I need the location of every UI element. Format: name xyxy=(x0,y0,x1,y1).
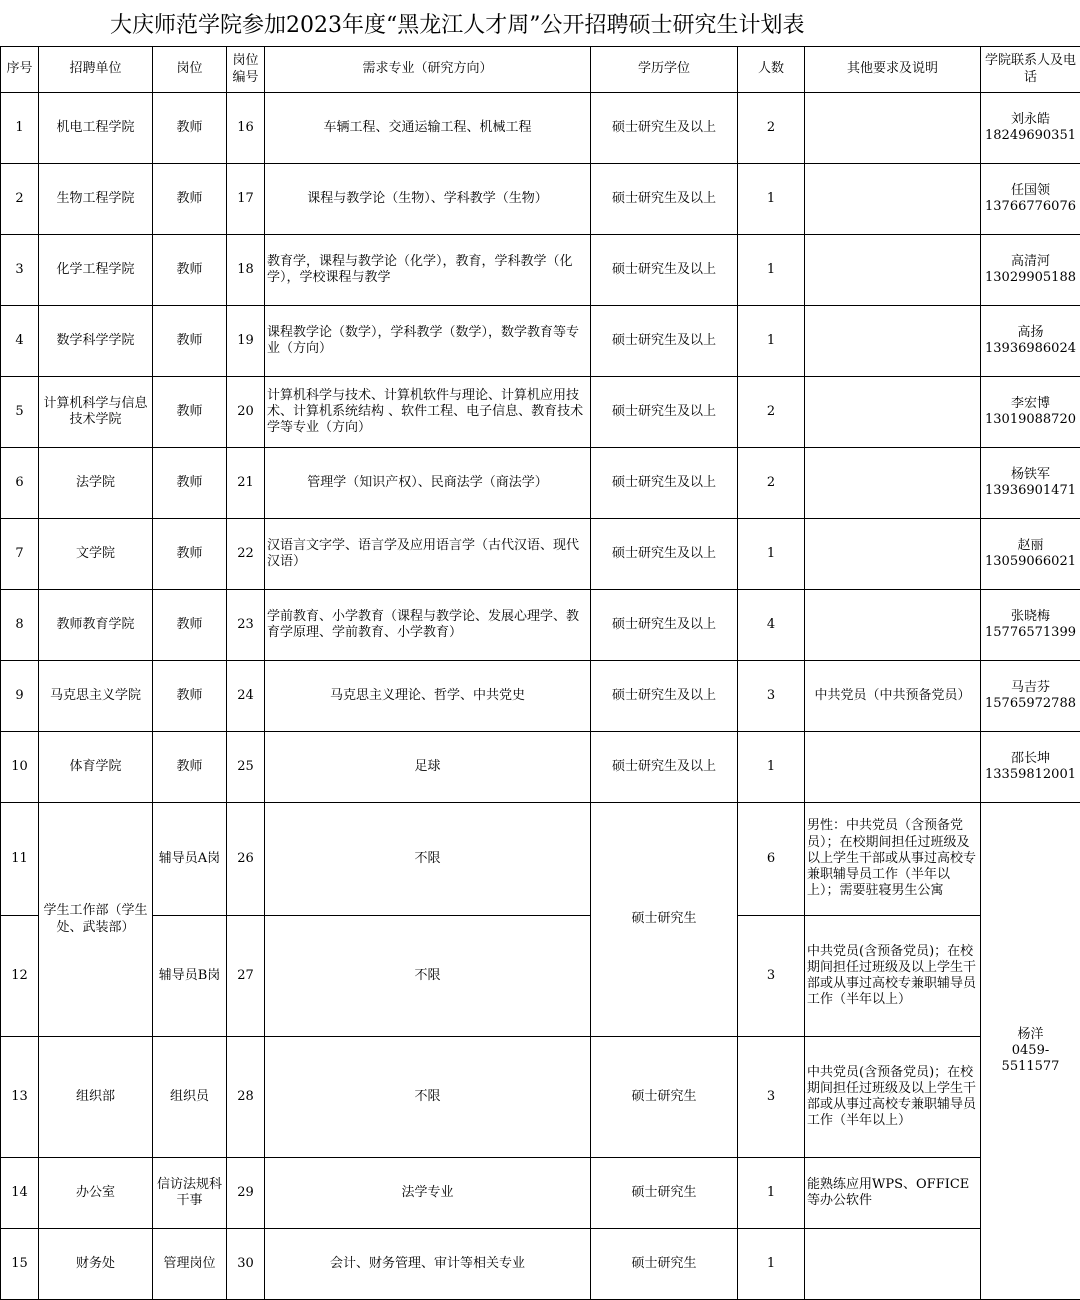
post-code: 16 xyxy=(227,93,265,164)
header-cell: 学院联系人及电话 xyxy=(981,47,1080,93)
other-requirements: 能熟练应用WPS、OFFICE等办公软件 xyxy=(805,1158,981,1229)
hiring-unit: 体育学院 xyxy=(39,732,153,803)
contact-phone: 13936986024 xyxy=(985,341,1076,356)
other-requirements xyxy=(805,1229,981,1300)
other-requirements xyxy=(805,93,981,164)
post: 辅导员B岗 xyxy=(153,916,227,1037)
table-row xyxy=(1,306,1080,377)
post-code: 18 xyxy=(227,235,265,306)
post: 教师 xyxy=(153,93,227,164)
other-requirements: 中共党员（中共预备党员） xyxy=(805,661,981,732)
headcount: 1 xyxy=(738,1229,805,1300)
other-requirements: 中共党员(含预备党员)；在校期间担任过班级及以上学生干部或从事过高校专兼职辅导员工作（半年以上） xyxy=(805,1037,981,1158)
contact-name: 高扬 xyxy=(1017,324,1044,340)
other-requirements: 男性：中共党员（含预备党员）；在校期间担任过班级及以上学生干部或从事过高校专兼职辅导员工作（半年以上）；需要驻寝男生公寓 xyxy=(805,803,981,916)
degree: 硕士研究生及以上 xyxy=(591,519,738,590)
headcount: 1 xyxy=(738,519,805,590)
table-row xyxy=(1,1229,1080,1300)
row-number: 14 xyxy=(1,1158,39,1229)
hiring-unit: 组织部 xyxy=(39,1037,153,1158)
post-code: 17 xyxy=(227,164,265,235)
row-number: 15 xyxy=(1,1229,39,1300)
post: 组织员 xyxy=(153,1037,227,1158)
header-cell: 招聘单位 xyxy=(39,47,153,93)
contact-phone: 0459-5511577 xyxy=(1001,1042,1060,1075)
major: 学前教育、小学教育（课程与教学论、发展心理学、教育学原理、学前教育、小学教育） xyxy=(265,590,591,661)
row-number: 3 xyxy=(1,235,39,306)
table-row xyxy=(1,732,1080,803)
contact xyxy=(981,732,1080,803)
degree: 硕士研究生 xyxy=(591,1158,738,1229)
post: 教师 xyxy=(153,377,227,448)
hiring-unit: 生物工程学院 xyxy=(39,164,153,235)
hiring-unit: 法学院 xyxy=(39,448,153,519)
headcount: 1 xyxy=(738,164,805,235)
table-row xyxy=(1,164,1080,235)
degree: 硕士研究生 xyxy=(591,803,738,1037)
major: 法学专业 xyxy=(265,1158,591,1229)
table-row xyxy=(1,1158,1080,1229)
contact-phone: 13359812001 xyxy=(985,767,1076,782)
hiring-unit: 学生工作部（学生处、武装部） xyxy=(39,803,153,1037)
post-code: 24 xyxy=(227,661,265,732)
post: 教师 xyxy=(153,732,227,803)
headcount: 3 xyxy=(738,916,805,1037)
table-row xyxy=(1,1037,1080,1158)
post: 教师 xyxy=(153,235,227,306)
hiring-unit: 教师教育学院 xyxy=(39,590,153,661)
post-code: 19 xyxy=(227,306,265,377)
contact-phone: 18249690351 xyxy=(985,128,1076,143)
contact xyxy=(981,448,1080,519)
headcount: 6 xyxy=(738,803,805,916)
table-row xyxy=(1,235,1080,306)
header-cell: 岗位 xyxy=(153,47,227,93)
row-number: 13 xyxy=(1,1037,39,1158)
contact-phone: 13936901471 xyxy=(985,483,1076,498)
major: 汉语言文字学、语言学及应用语言学（古代汉语、现代汉语） xyxy=(265,519,591,590)
post-code: 28 xyxy=(227,1037,265,1158)
post: 信访法规科干事 xyxy=(153,1158,227,1229)
contact-name: 邵长坤 xyxy=(1010,750,1050,766)
contact-phone: 13059066021 xyxy=(985,554,1076,569)
row-number: 7 xyxy=(1,519,39,590)
contact-name: 任国领 xyxy=(1010,182,1050,198)
headcount: 4 xyxy=(738,590,805,661)
post: 教师 xyxy=(153,448,227,519)
row-number: 5 xyxy=(1,377,39,448)
other-requirements xyxy=(805,306,981,377)
row-number: 10 xyxy=(1,732,39,803)
major: 不限 xyxy=(265,1037,591,1158)
contact xyxy=(981,164,1080,235)
other-requirements xyxy=(805,235,981,306)
contact xyxy=(981,377,1080,448)
contact-name: 高清河 xyxy=(1010,253,1050,269)
degree: 硕士研究生 xyxy=(591,1229,738,1300)
row-number: 9 xyxy=(1,661,39,732)
degree: 硕士研究生及以上 xyxy=(591,590,738,661)
contact-name: 刘永皓 xyxy=(1010,111,1050,127)
post: 教师 xyxy=(153,306,227,377)
degree: 硕士研究生及以上 xyxy=(591,661,738,732)
post: 教师 xyxy=(153,519,227,590)
degree: 硕士研究生及以上 xyxy=(591,93,738,164)
other-requirements xyxy=(805,732,981,803)
hiring-unit: 办公室 xyxy=(39,1158,153,1229)
header-cell: 岗位编号 xyxy=(227,47,265,93)
row-number: 4 xyxy=(1,306,39,377)
table-row xyxy=(1,377,1080,448)
headcount: 1 xyxy=(738,306,805,377)
headcount: 1 xyxy=(738,732,805,803)
contact-phone: 15776571399 xyxy=(985,625,1076,640)
post-code: 27 xyxy=(227,916,265,1037)
post-code: 23 xyxy=(227,590,265,661)
major: 不限 xyxy=(265,916,591,1037)
post: 教师 xyxy=(153,590,227,661)
post: 管理岗位 xyxy=(153,1229,227,1300)
row-number: 6 xyxy=(1,448,39,519)
contact-phone: 15765972788 xyxy=(985,696,1076,711)
headcount: 2 xyxy=(738,93,805,164)
headcount: 3 xyxy=(738,1037,805,1158)
degree: 硕士研究生及以上 xyxy=(591,235,738,306)
recruitment-table xyxy=(0,46,1080,1300)
hiring-unit: 计算机科学与信息技术学院 xyxy=(39,377,153,448)
table-row xyxy=(1,916,1080,1037)
major: 计算机科学与技术、计算机软件与理论、计算机应用技术、计算机系统结构 、软件工程、电子信息、教育技术学等专业（方向） xyxy=(265,377,591,448)
headcount: 2 xyxy=(738,448,805,519)
post-code: 26 xyxy=(227,803,265,916)
contact-name: 杨洋 xyxy=(1017,1026,1044,1042)
post: 教师 xyxy=(153,164,227,235)
hiring-unit: 化学工程学院 xyxy=(39,235,153,306)
degree: 硕士研究生 xyxy=(591,1037,738,1158)
contact-name: 杨铁军 xyxy=(1010,466,1050,482)
row-number: 11 xyxy=(1,803,39,916)
row-number: 8 xyxy=(1,590,39,661)
post: 教师 xyxy=(153,661,227,732)
header-row xyxy=(1,47,1080,93)
contact xyxy=(981,235,1080,306)
headcount: 1 xyxy=(738,235,805,306)
degree: 硕士研究生及以上 xyxy=(591,306,738,377)
post-code: 25 xyxy=(227,732,265,803)
contact xyxy=(981,661,1080,732)
major: 车辆工程、交通运输工程、机械工程 xyxy=(265,93,591,164)
header-cell: 学历学位 xyxy=(591,47,738,93)
header-cell: 人数 xyxy=(738,47,805,93)
post-code: 20 xyxy=(227,377,265,448)
post: 辅导员A岗 xyxy=(153,803,227,916)
contact xyxy=(981,306,1080,377)
major: 足球 xyxy=(265,732,591,803)
major: 马克思主义理论、哲学、中共党史 xyxy=(265,661,591,732)
major: 管理学（知识产权）、民商法学（商法学） xyxy=(265,448,591,519)
major: 课程与教学论（生物）、学科教学（生物） xyxy=(265,164,591,235)
table-row xyxy=(1,448,1080,519)
major: 不限 xyxy=(265,803,591,916)
major: 课程教学论（数学），学科教学（数学），数学教育等专业（方向） xyxy=(265,306,591,377)
post-code: 21 xyxy=(227,448,265,519)
contact-phone: 13019088720 xyxy=(985,412,1076,427)
table-row xyxy=(1,661,1080,732)
post-code: 22 xyxy=(227,519,265,590)
contact xyxy=(981,519,1080,590)
header-cell: 其他要求及说明 xyxy=(805,47,981,93)
degree: 硕士研究生及以上 xyxy=(591,448,738,519)
contact-phone: 13029905188 xyxy=(985,270,1076,285)
major: 教育学，课程与教学论（化学），教育，学科教学（化学），学校课程与教学 xyxy=(265,235,591,306)
contact xyxy=(981,590,1080,661)
major: 会计、财务管理、审计等相关专业 xyxy=(265,1229,591,1300)
hiring-unit: 文学院 xyxy=(39,519,153,590)
hiring-unit: 数学科学学院 xyxy=(39,306,153,377)
degree: 硕士研究生及以上 xyxy=(591,732,738,803)
row-number: 2 xyxy=(1,164,39,235)
hiring-unit: 机电工程学院 xyxy=(39,93,153,164)
contact-name: 李宏博 xyxy=(1010,395,1050,411)
page-title: 大庆师范学院参加2023年度“黑龙江人才周”公开招聘硕士研究生计划表 xyxy=(110,12,805,38)
contact-name: 赵丽 xyxy=(1017,537,1044,553)
contact-name: 张晓梅 xyxy=(1010,608,1050,624)
contact xyxy=(981,93,1080,164)
table-row xyxy=(1,519,1080,590)
contact xyxy=(981,803,1080,1300)
headcount: 3 xyxy=(738,661,805,732)
table-row xyxy=(1,93,1080,164)
hiring-unit: 马克思主义学院 xyxy=(39,661,153,732)
other-requirements xyxy=(805,164,981,235)
degree: 硕士研究生及以上 xyxy=(591,377,738,448)
other-requirements xyxy=(805,448,981,519)
contact-phone: 13766776076 xyxy=(985,199,1076,214)
post-code: 29 xyxy=(227,1158,265,1229)
row-number: 1 xyxy=(1,93,39,164)
degree: 硕士研究生及以上 xyxy=(591,164,738,235)
header-cell: 需求专业（研究方向） xyxy=(265,47,591,93)
other-requirements xyxy=(805,590,981,661)
post-code: 30 xyxy=(227,1229,265,1300)
contact-name: 马吉芬 xyxy=(1010,679,1050,695)
headcount: 1 xyxy=(738,1158,805,1229)
other-requirements xyxy=(805,377,981,448)
hiring-unit: 财务处 xyxy=(39,1229,153,1300)
table-row xyxy=(1,803,1080,916)
table-row xyxy=(1,590,1080,661)
row-number: 12 xyxy=(1,916,39,1037)
other-requirements: 中共党员(含预备党员)；在校期间担任过班级及以上学生干部或从事过高校专兼职辅导员工作（半年以上） xyxy=(805,916,981,1037)
header-cell: 序号 xyxy=(1,47,39,93)
headcount: 2 xyxy=(738,377,805,448)
other-requirements xyxy=(805,519,981,590)
